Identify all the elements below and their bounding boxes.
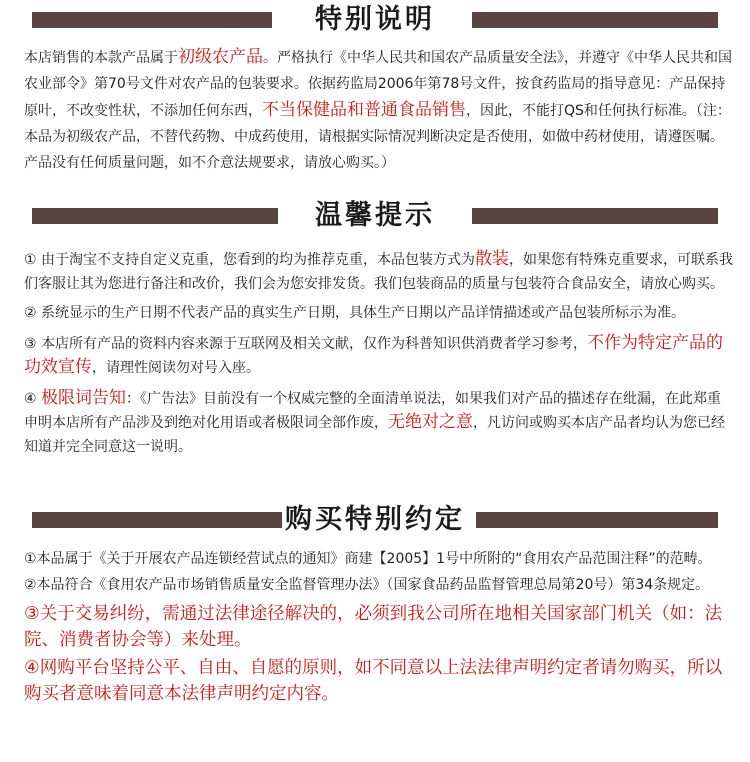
purchase-agreement-list (24, 548, 734, 707)
highlight-not-health-food: 不当保健品和普通食品销售 (262, 100, 466, 120)
section-header-special-notice (0, 0, 750, 40)
list-item (24, 332, 734, 381)
highlight-no-efficacy: 不作为特定产品的功效宣传 (24, 332, 723, 377)
text: 本店销售的本款产品属于 (24, 50, 178, 66)
text: ③ 本店所有产品的资料内容来源于互联网及相关文献，仅作为科普知识供消费者学习参考， (24, 335, 587, 352)
list-item: ②本品符合《食用农产品市场销售质量安全监督管理办法》（国家食品药品监督管理总局第20号）第34条规定。 (24, 576, 710, 593)
list-item-red: ④网购平台坚持公平、自由、自愿的原则，如不同意以上法法律声明约定者请勿购买，所以购买者意味着同意本法律声明约定内容。 (24, 658, 723, 704)
section-title: 购买特别约定 (285, 504, 465, 535)
text: ，凡访问或购买本店产品者均认为您已经知道并完全同意这一说明。 (24, 415, 725, 455)
list-item (24, 248, 734, 296)
text: ，请理性阅读勿对号入座。 (92, 360, 260, 376)
text: 。严格执行《中华人民共和国农产品质量安全法》，并遵守《中华人民共和国农业部令》第70号文件对农产品的包装要求。依据药监局2006年第78号文件，按食药监局的指导意见：产品保持原叶，不改变性状，不添加任何东西， (24, 50, 732, 119)
special-notice-paragraph (24, 44, 734, 176)
list-item: ② 系统显示的生产日期不代表产品的真实生产日期，具体生产日期以产品详情描述或产品包装所标示为准。 (24, 305, 685, 321)
highlight-primary-agri-product: 初级农产品 (178, 47, 263, 67)
list-item-red: ③关于交易纠纷，需通过法律途径解决的，必须到我公司所在地相关国家部门机关（如：法院、消费者协会等）来处理。 (24, 604, 723, 650)
text: ，因此，不能打QS和任何执行标准。（注：本品为初级农产品，不替代药物、中成药使用，请根据实际情况判断决定是否使用，如做中药材使用，请遵医嘱。产品没有任何质量问题，如不介意法规要求，请放心购买。） (24, 103, 731, 171)
section-header-warm-tips (0, 196, 750, 236)
text: ④ (24, 390, 42, 407)
list-item: ①本品属于《关于开展农产品连锁经营试点的通知》商建【2005】1号中所附的“食用农产品范围注释”的范畴。 (24, 551, 712, 567)
section-title: 特别说明 (315, 4, 435, 35)
section-header-purchase-agreement (0, 500, 750, 540)
highlight-extreme-word-notice: 极限词告知 (41, 387, 127, 408)
section-title: 温馨提示 (315, 200, 435, 231)
highlight-no-absolute: 无绝对之意 (388, 412, 473, 432)
text: ，如果您有特殊克重要求，可联系我们客服让其为您进行备注和改价，我们会为您安排发货。我们包装商品的质量与包装符合食品安全，请放心购买。 (24, 252, 733, 292)
text: ：《广告法》目前没有一个权威完整的全面清单说法，如果我们对产品的描述存在纰漏，在此郑重申明本店所有产品涉及到绝对化用语或者极限词全部作废， (24, 390, 722, 431)
highlight-bulk: 散装 (475, 249, 509, 269)
warm-tips-list (24, 248, 734, 459)
list-item (24, 387, 734, 460)
text: ① 由于淘宝不支持自定义克重，您看到的均为推荐克重，本品包装方式为 (24, 252, 475, 268)
